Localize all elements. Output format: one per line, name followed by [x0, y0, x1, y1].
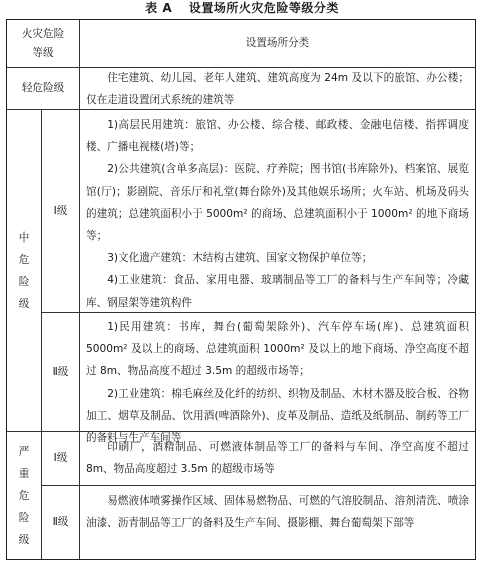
grade-medium-1: Ⅰ级: [53, 204, 68, 217]
header-level: 火灾危险等级: [21, 27, 65, 59]
grade-severe-2: Ⅱ级: [52, 516, 69, 529]
desc-severe-1: 印刷厂，酒精制品、可燃液体制品等工厂的备料与车间、净空高度不超过 8m、物品高度超过 3.5m 的超级市场等: [86, 441, 469, 476]
desc-medium-1: [80, 114, 475, 312]
level-medium: 中危险级: [18, 231, 30, 310]
rule-severe-grade-divider: [41, 485, 475, 486]
list-item: 4)工业建筑：食品、家用电器、玻璃制品等工厂的备料与生产车间等；冷藏库、钢屋架等建筑构件: [86, 274, 469, 309]
desc-medium-2: [80, 316, 475, 445]
list-item: 2)工业建筑：棉毛麻丝及化纤的纺织、织物及制品、木材木器及胶合板、谷物加工、烟草及制品、饮用酒(啤酒除外)、皮革及制品、造纸及纸制品、制药等工厂的备料与生产车间等: [86, 387, 469, 445]
table-number: 表 A: [145, 1, 173, 15]
list-item: 1)高层民用建筑：旅馆、办公楼、综合楼、邮政楼、金融电信楼、指挥调度楼、广播电视楼(塔)等；: [86, 119, 469, 154]
table-title: [0, 0, 484, 18]
table-title-text: 设置场所火灾危险等级分类: [188, 1, 339, 15]
desc-light: 住宅建筑、幼儿园、老年人建筑、建筑高度为 24m 及以下的旅馆、办公楼；仅在走道设置闭式系统的建筑等: [86, 72, 469, 107]
list-item: 3)文化遗产建筑：木结构古建筑、国家文物保护单位等；: [107, 252, 373, 265]
grade-severe-1: Ⅰ级: [53, 452, 68, 465]
grade-medium-2: Ⅱ级: [52, 365, 69, 378]
desc-severe-2: 易燃液体喷雾操作区域、固体易燃物品、可燃的气溶胶制品、溶剂清洗、喷涂油漆、沥青制品等工厂的备料及生产车间、摄影棚、舞台葡萄架下部等: [86, 495, 469, 530]
header-description: 设置场所分类: [245, 37, 310, 50]
level-severe: 严重危险级: [18, 445, 30, 546]
list-item: 2)公共建筑(含单多高层)：医院、疗养院；图书馆(书库除外)、档案馆、展览馆(厅)；影剧院、音乐厅和礼堂(舞台除外)及其他娱乐场所；火车站、机场及码头的建筑；总建筑面积小于 5000m² 的商场、总建筑面积小于 1000m² 的地下商场等；: [86, 163, 469, 243]
level-light: 轻危险级: [21, 82, 65, 95]
list-item: 1)民用建筑：书库，舞台(葡萄架除外)、汽车停车场(库)、总建筑面积 5000m² 及以上的商场、总建筑面积 1000m² 及以上的地下商场、净空高度不超过 8m、物品高度不超过 3.5m 的超级市场等；: [86, 321, 469, 378]
fire-hazard-table: [6, 19, 476, 560]
